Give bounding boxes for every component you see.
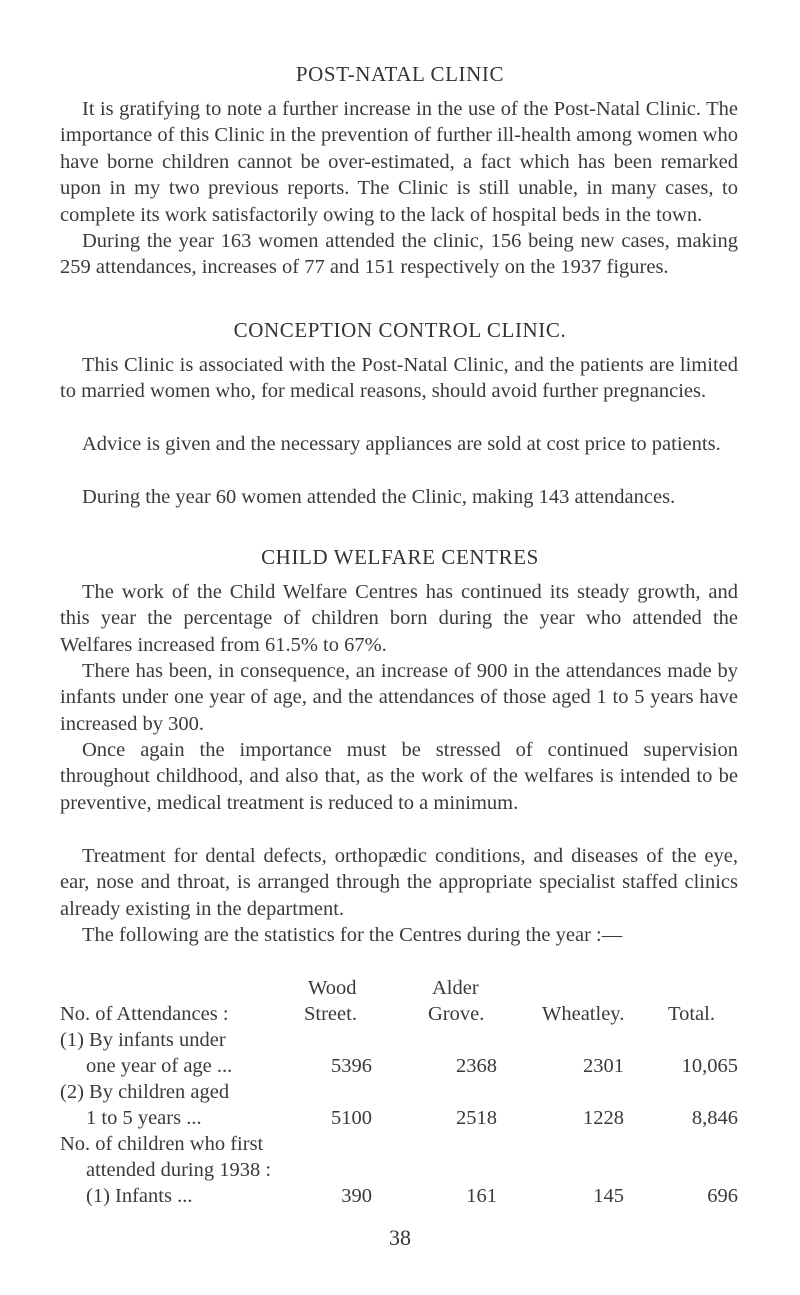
table-header-alder-line2: Grove. [428,1003,485,1025]
row2-wheatley: 1228 [583,1107,624,1129]
row3-wheatley: 145 [593,1185,624,1207]
row3-alder-grove: 161 [466,1185,497,1207]
page-number: 38 [389,1225,411,1250]
conception-control-heading: CONCEPTION CONTROL CLINIC. [233,318,567,342]
row3-total: 696 [707,1185,738,1207]
child-welfare-heading: CHILD WELFARE CENTRES [261,545,539,569]
row3-label-line3: (1) Infants ... [86,1185,193,1207]
row3-label-line1: No. of children who first [60,1133,264,1155]
table-header-wheatley: Wheatley. [542,1003,625,1025]
row3-wood-street: 390 [341,1185,372,1207]
conception-paragraph-3: During the year 60 women attended the Clinic, making 143 attendances. [82,486,676,508]
child-welfare-paragraph-3: Once again the importance must be stressed of continued supervision throughout childhood, and also that, as the work of the welfares is intended to be preventive, medical treatment is reduced to a minimum. [60,739,738,814]
row1-total: 10,065 [681,1055,738,1077]
row1-label-line2: one year of age ... [86,1055,233,1077]
child-welfare-paragraph-4: Treatment for dental defects, orthopædic conditions, and diseases of the eye, ear, nose and throat, is arranged through the appropriate specialist staffed clinics already existing in the department. [60,845,738,920]
table-header-alder-line1: Alder [432,977,479,999]
row1-alder-grove: 2368 [456,1055,497,1077]
row2-wood-street: 5100 [331,1107,372,1129]
table-header-label: No. of Attendances : [60,1003,229,1025]
row1-wheatley: 2301 [583,1055,624,1077]
row1-wood-street: 5396 [331,1055,372,1077]
row2-alder-grove: 2518 [456,1107,497,1129]
row3-label-line2: attended during 1938 : [86,1159,272,1181]
table-header-total: Total. [668,1003,715,1025]
statistics-table [60,975,740,1215]
row2-total: 8,846 [691,1107,738,1129]
post-natal-paragraph-2: During the year 163 women attended the clinic, 156 being new cases, making 259 attendances, increases of 77 and 151 respectively on the 1937 figures. [60,230,738,279]
table-header-wood-line1: Wood [308,977,357,999]
row2-label-line1: (2) By children aged [60,1081,230,1103]
child-welfare-paragraph-1: The work of the Child Welfare Centres has continued its steady growth, and this year the percentage of children born during the year who attended the Welfares increased from 61.5% to 67%. [60,581,738,656]
child-welfare-paragraph-5: The following are the statistics for the Centres during the year :— [82,924,623,946]
row2-label-line2: 1 to 5 years ... [86,1107,202,1129]
table-header-wood-line2: Street. [304,1003,357,1025]
conception-paragraph-1: This Clinic is associated with the Post-Natal Clinic, and the patients are limited to married women who, for medical reasons, should avoid further pregnancies. [60,354,738,403]
conception-paragraph-2: Advice is given and the necessary appliances are sold at cost price to patients. [82,433,721,455]
post-natal-heading: POST-NATAL CLINIC [295,62,505,86]
child-welfare-paragraph-2: There has been, in consequence, an increase of 900 in the attendances made by infants under one year of age, and the attendances of those aged 1 to 5 years have increased by 300. [60,660,738,735]
post-natal-paragraph-1: It is gratifying to note a further increase in the use of the Post-Natal Clinic. The importance of this Clinic in the prevention of further ill-health among women who have borne children cannot be over-estimated, a fact which has been remarked upon in my two previous reports. The Clinic is still unable, in many cases, to complete its work satisfactorily owing to the lack of hospital beds in the town. [60,98,738,226]
row1-label-line1: (1) By infants under [60,1029,226,1051]
